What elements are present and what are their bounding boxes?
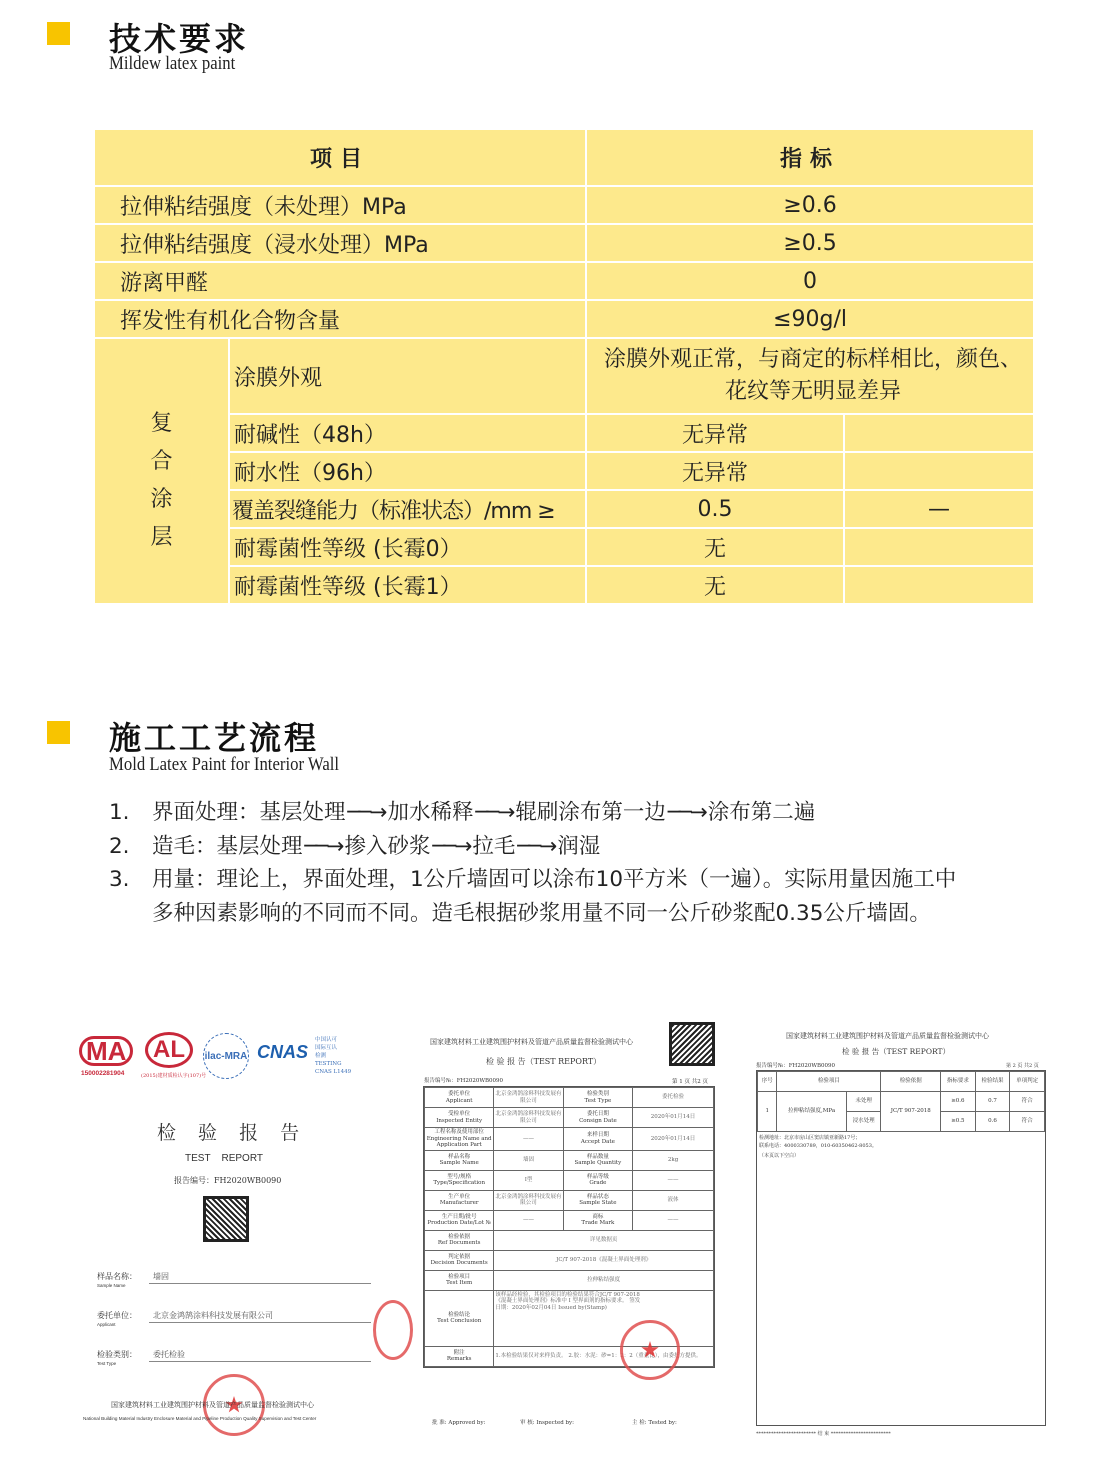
cma-logo: MA xyxy=(79,1036,133,1066)
table-row: 生产日期/批号 Production Date/Lot № —— 商标 Trade Mark —— xyxy=(425,1210,714,1230)
process-step-3-cont: 多种因素影响的不同而不同。造毛根据砂浆用量不同一公斤砂浆配0.35公斤墙固。 xyxy=(152,900,931,926)
section-subtitle: Mildew latex paint xyxy=(109,53,236,74)
qr-code xyxy=(669,1022,715,1066)
star-icon xyxy=(641,1341,659,1359)
cnas-text: 中国认可 国际互认 检测 TESTING CNAS L1449 xyxy=(315,1037,352,1075)
table-row: 挥发性有机化合物含量 ≤90g/l xyxy=(94,300,1034,338)
table-row: 检验依据 Ref Documents 详见数据页 xyxy=(425,1230,714,1250)
result-table xyxy=(757,1071,1045,1132)
section-title: 技术要求 xyxy=(109,20,250,58)
section-subtitle: Mold Latex Paint for Interior Wall xyxy=(109,754,340,775)
group-label: 复 合 涂 层 xyxy=(94,338,229,604)
arrow-icon: ──→ xyxy=(432,833,471,859)
cert-title: 检 验 报 告 xyxy=(157,1122,308,1144)
step-item: 拉毛 xyxy=(472,833,516,859)
report-table xyxy=(424,1087,714,1367)
arrow-icon: ──→ xyxy=(475,800,514,825)
step-label: 造毛： xyxy=(152,833,217,859)
step-number: 2. xyxy=(109,833,130,859)
spec-table xyxy=(93,128,1035,605)
cal-logo: AL xyxy=(145,1032,193,1068)
table-row: 附注 Remarks 1.本检验结果仅对来样负责。 2.胶：水泥：砂=1：2：2（重量比），由委托方提供。 xyxy=(425,1346,714,1366)
table-row: 受检单位 Inspected Entity 北京金鸿鹄涂料科技发展有限公司 委托日期 Consign Date 2020年01月14日 xyxy=(425,1108,714,1128)
table-row: 耐水性（96h） 无异常 xyxy=(94,452,1034,490)
certificate-cover: MA 150002281904 AL (2015)建材质检认字(107)号 ilac-MRA CNAS 中国认可 国际互认 检测 TESTING CNAS L1449 检 验 报 告 TEST REPORT 报告编号：FH2020WB0090 样品名称： Sample Name 墙固 委托单位： Applicant 北京金鸿鹄涂料科技发展有限公司 检验类别： Test Type 委托检验 国家建筑材料工业建筑围护材料及管道产品质量监督检验测试中心 National Building Material Industry Enclosure Material and Pipeline Production Quality Supervision and Test Center xyxy=(75,1028,395,1440)
step-item: 辊刷涂布第一边 xyxy=(515,800,666,825)
step-number: 1. xyxy=(109,800,130,825)
step-item: 加水稀释 xyxy=(387,800,474,825)
process-step-3: 3. 用量：理论上，界面处理，1公斤墙固可以涂布10平方米（一遍）。实际用量因施工中 xyxy=(109,867,957,892)
table-row: 拉伸粘结强度（未处理）MPa ≥0.6 xyxy=(94,186,1034,224)
arrow-icon: ──→ xyxy=(347,800,386,825)
table-row: 耐碱性（48h） 无异常 xyxy=(94,414,1034,452)
field-label-en: Test Type xyxy=(97,1361,117,1366)
field-value: 墙固 xyxy=(153,1272,169,1281)
certificate-page-2: 国家建筑材料工业建筑围护材料及管道产品质量监督检验测试中心 检 验 报 告（TEST REPORT） 报告编号№：FH2020WB0090 第 2 页 共2 页 序号 检验项目 检验依据 指标要求 检验结果 单项判定 1 拉伸粘结强度,MPa 未处理 JC/T 907-2018 ≥0.6 0.7 符合 浸水处理 ≥0.5 0.6 符合 检测地址：北京市房山区窦店镇亚新路17号； 联系电话：4000330789，010-60350462-8053。 （本页以下空白） ************************ 结 束 ************************ xyxy=(752,1025,1050,1440)
process-step-1 xyxy=(109,796,956,830)
section-marker xyxy=(47,721,70,744)
header-item: 项目 xyxy=(94,129,586,186)
table-header xyxy=(94,129,1034,186)
table-row: 1 拉伸粘结强度,MPa 未处理 JC/T 907-2018 ≥0.6 0.7 符合 xyxy=(758,1092,1045,1112)
ilac-logo: ilac-MRA xyxy=(203,1033,249,1079)
qr-code xyxy=(203,1196,249,1242)
table-row: 覆盖裂缝能力（标准状态）/mm ≥ 0.5 — xyxy=(94,490,1034,528)
table-row: 型号/规格 Type/Specification I型 样品等级 Grade —— xyxy=(425,1170,714,1190)
table-row: 委托单位 Applicant 北京金鸿鹄涂料科技发展有限公司 检验类别 Test Type 委托检验 xyxy=(425,1088,714,1108)
certificate-page-1: 国家建筑材料工业建筑围护材料及管道产品质量监督检验测试中心 检 验 报 告（TEST REPORT） 报告编号№：FH2020WB0090 第 1 页 共2 页 委托单位 Applicant 北京金鸿鹄涂料科技发展有限公司 检验类别 Test Type 委托检验 受检单位 Inspected Entity 北京金鸿鹄涂料科技发展有限公司 委托日期 Consign Date 2020年01月14日 工程名称及使用部位 Engineering Name and Application Part —— 来样日期 Accept Date 2020年01月14日 样品名称 Sample Name 墙固 样品数量 Sample Quantity 2kg 型号/规格 Type/Specification I型 样品等级 Grade —— 生产单位 Manufacturer 北京金鸿鹄涂料科技发展有限公司 样品状态 Sample State 液体 生产日期/批号 Production Date/Lot № —— 商标 Trade Mark —— 检验依据 Ref Documents 详见数据页 判定依据 Decision Documents JC/T 907-2018《混凝土界面处理剂》 检验项目 Test Item 拉伸粘结强度 检验结论 Test Conclusion 该样品经检验，其检验项目的检验结果符合JC/T 907-2018《混凝土界面处理剂》标准中 I 型界面剂的指标要求。 签发日期：2020年02月04日 Issued by(Stamp) 附注 Remarks 1.本检验结果仅对来样负责。 2.胶：水泥：砂=1：2：2（重量比），由委托方提供。 批 准: Approved by: 审 核: Inspected by: 主 检: Tested by: xyxy=(420,1020,718,1440)
step-item: 掺入砂浆 xyxy=(344,833,431,859)
table-header: 序号 检验项目 检验依据 指标要求 检验结果 单项判定 xyxy=(758,1072,1045,1092)
red-stamp xyxy=(373,1300,413,1360)
table-row: 浸水处理 ≥0.5 0.6 符合 xyxy=(758,1112,1045,1132)
table-row: 复 合 涂 层 涂膜外观 涂膜外观正常，与商定的标样相比，颜色、花纹等无明显差异 xyxy=(94,338,1034,414)
process-step-2 xyxy=(109,830,956,864)
arrow-icon: ──→ xyxy=(517,833,556,859)
table-row: 耐霉菌性等级 (长霉1） 无 xyxy=(94,566,1034,604)
field-label-en: Applicant xyxy=(97,1322,116,1327)
section-marker xyxy=(47,22,70,45)
table-row: 样品名称 Sample Name 墙固 样品数量 Sample Quantity 2kg xyxy=(425,1150,714,1170)
table-row: 生产单位 Manufacturer 北京金鸿鹄涂料科技发展有限公司 样品状态 Sample State 液体 xyxy=(425,1190,714,1210)
step-item: 润湿 xyxy=(557,833,601,859)
cnas-logo: CNAS xyxy=(257,1042,309,1062)
process-list xyxy=(109,796,956,930)
step-label: 界面处理： xyxy=(152,800,260,825)
table-row: 检验项目 Test Item 拉伸粘结强度 xyxy=(425,1270,714,1290)
step-item: 基层处理 xyxy=(259,800,346,825)
arrow-icon: ──→ xyxy=(304,833,343,859)
field-value: 北京金鸿鹄涂料科技发展有限公司 xyxy=(153,1311,273,1320)
field-label: 样品名称： xyxy=(97,1272,137,1281)
field-label: 委托单位： xyxy=(97,1311,137,1320)
table-row: 检验结论 Test Conclusion 该样品经检验，其检验项目的检验结果符合JC/T 907-2018《混凝土界面处理剂》标准中 I 型界面剂的指标要求。 签发日期：2020年02月04日 Issued by(Stamp) xyxy=(425,1290,714,1346)
step-item: 涂布第二遍 xyxy=(707,800,816,825)
section-title: 施工工艺流程 xyxy=(109,719,320,757)
table-row: 游离甲醛 0 xyxy=(94,262,1034,300)
field-label-en: Sample Name xyxy=(97,1283,126,1288)
arrow-icon: ──→ xyxy=(667,800,706,825)
table-row: 工程名称及使用部位 Engineering Name and Application Part —— 来样日期 Accept Date 2020年01月14日 xyxy=(425,1128,714,1151)
field-value: 委托检验 xyxy=(153,1350,185,1359)
table-row: 拉伸粘结强度（浸水处理）MPa ≥0.5 xyxy=(94,224,1034,262)
red-stamp xyxy=(620,1320,680,1380)
table-row: 判定依据 Decision Documents JC/T 907-2018《混凝土界面处理剂》 xyxy=(425,1250,714,1270)
header-spec: 指标 xyxy=(586,129,1034,186)
step-item: 基层处理 xyxy=(216,833,303,859)
field-label: 检验类别： xyxy=(97,1350,137,1359)
table-row: 耐霉菌性等级 (长霉0） 无 xyxy=(94,528,1034,566)
